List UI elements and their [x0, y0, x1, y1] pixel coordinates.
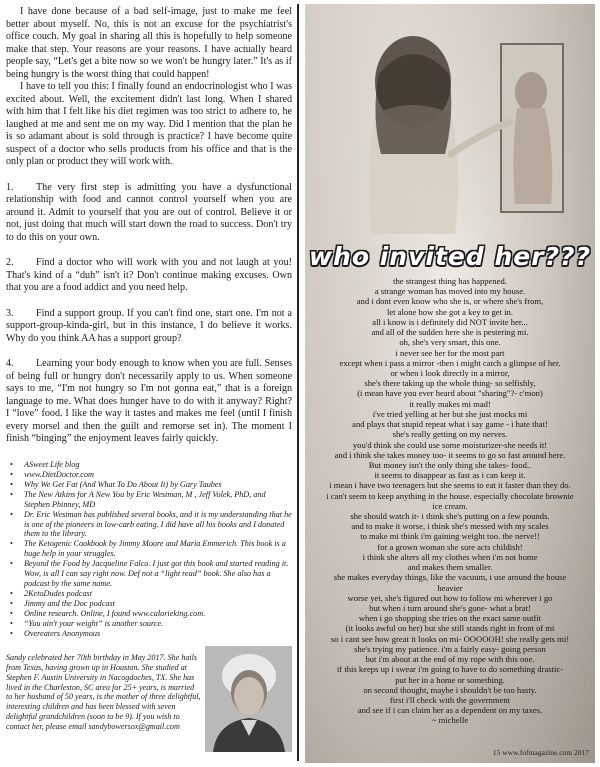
column-divider — [297, 4, 299, 761]
poem-line: heavier — [437, 582, 463, 593]
poem-line: i mean i have two teenagers but she seems to eat it faster than they do. — [329, 480, 571, 491]
author-bio: Sandy celebrated her 70th birthday in May 2017. She hails from Texas, having grown up in Houston. She studied at Stephen F. Austin University in Nacogdoches, TX. She has lived in the Charleston, SC area for 25+ years, is married to her husband of 50 years, is the mother of three delightful, interesting children and has been blessed with seven delightful grandchildren (soon to be 9). If you wish to contact her, please email sandybowersox@gmail.com — [6, 653, 201, 732]
resource-item: • Beyond the Food by Jacqueline Falco. I just got this book and started reading it. Wow, is all I can say right now. Def not a “light read” book. She also has a podcast by the same name. — [6, 559, 292, 589]
poem-line: (it looks awful on her) but she still stands right in front of mi — [345, 623, 555, 634]
author-portrait-icon — [205, 646, 292, 752]
step-item — [6, 308, 292, 346]
step-item — [6, 257, 292, 295]
poem-line: to make mi think i'm gaining weight too. the nerve!! — [360, 531, 540, 542]
poem-line: except when i pass a mirror -then i might catch a glimpse of her. — [339, 357, 561, 368]
poem-line: and see if i can claim her as a dependent on my taxes. — [357, 705, 543, 716]
poem-line: she's really getting on my nerves. — [392, 429, 508, 440]
poem-line: when i go shopping she tries on the exact same outfit — [358, 613, 542, 624]
poem-line: let alone how she got a key to get in. — [386, 306, 513, 317]
poem-line: worse yet, she's figured out how to follow mi wherever i go — [347, 592, 553, 603]
step-number: 3. — [6, 307, 14, 319]
resource-item: • Overeaters Anonymous — [6, 629, 292, 639]
poem-line: first i'll check with the government — [389, 694, 511, 705]
poem-line: put her in a home or something. — [395, 674, 505, 685]
author-photo — [205, 646, 292, 752]
poem-line: it seems to disappear as fast as i can keep it. — [374, 470, 526, 481]
resource-item: • Jimmy and the Doc podcast — [6, 599, 292, 609]
resource-list — [6, 460, 292, 639]
resource-item: • Online research. Online, I found www.calorieking.com. — [6, 609, 292, 619]
step-number: 4. — [6, 358, 14, 370]
poem-line: (i mean have you ever heard about "sharing"?- c'mon) — [357, 388, 543, 399]
poem-line: all i know is i definitely did NOT invite her... — [372, 316, 528, 327]
poem-line: you'd think she could use some moisturizer-she needs it! — [352, 439, 548, 450]
poem-signature: ~ michelle — [431, 715, 469, 726]
article-column — [6, 6, 292, 639]
poem-line: and makes them smaller. — [407, 562, 493, 573]
poem-line: and plays that stupid repeat what i say game - i hate that! — [352, 419, 548, 430]
poem-line: if this keeps up i swear i'm going to have to do something drastic- — [336, 664, 564, 675]
step-item — [6, 182, 292, 245]
poem-line: a strange woman has moved into my house. — [374, 286, 526, 297]
poem-line: and i think she takes money too- it seems to go so fast around here. — [334, 449, 566, 460]
step-item — [6, 358, 292, 446]
step-text: Find a support group. If you can't find one, start one. I'm not a support-group-kinda-girl, but in this instance, I do believe it works. Why do you think AA has a support group? — [6, 307, 292, 344]
resource-item: • www.DietDoctor.com — [6, 470, 292, 480]
poem-body — [311, 276, 589, 726]
poem-line: but when i turn around she's gone- what a brat! — [369, 603, 531, 613]
poem-line: it really makes mi mad! — [409, 398, 491, 409]
poem-line: and i dont even know who she is, or where she's from, — [356, 296, 544, 307]
resource-item: • The Ketogenic Cookbook by Jimmy Moore and Maria Emmerich. This book is a huge help in your struggles. — [6, 539, 292, 559]
poem-line: oh, she's very smart, this one. — [399, 337, 501, 348]
resource-item: • ASweet Life blog — [6, 460, 292, 470]
poem-line: for a grown woman she sure acts childish! — [377, 541, 523, 552]
poem-line: on second thought, maybe i shouldn't be too hasty. — [363, 684, 537, 695]
resource-item: • The New Atkins for A New You by Eric Westman, M , Jeff Volek, PhD, and Stephen Phinney, MD — [6, 490, 292, 510]
resource-item: • 2KetoDudes podcast — [6, 589, 292, 599]
article-paragraph: I have to tell you this: I finally found an endocrinologist who I was excited about. Well, the excitement didn't last long. When I shared with him that I felt like his diet regimen was too strict to adhere to, he laughed at me and sent me on my way. Did I mention that the plan he is so adamant about is sold through is practice? I have become quite suspect of a doctor who sells products from his office and that is the only plan or product they will work with. — [6, 81, 292, 168]
step-number: 1. — [6, 181, 14, 193]
poem-line: she makes everyday things, like the vacuum, i use around the house — [333, 572, 567, 583]
poem-line: she should watch it- i think she's putting on a few pounds. — [350, 511, 550, 522]
poem-line: the strangest thing has happened. — [393, 276, 507, 286]
poem-line: she's there taking up the whole thing- so selfishly, — [364, 378, 536, 389]
resource-item: • “You ain't your weight” is another source. — [6, 619, 292, 629]
poem-line: i can't seem to keep anything in the house. especially chocolate brownie — [326, 490, 574, 501]
poem-line: i've tried yelling at her but she just mocks mi — [372, 408, 528, 419]
poem-line: but i'm about at the end of my rope with this one. — [365, 654, 535, 665]
page-footer: 15 www.fofmagazine.com 2017 — [492, 748, 589, 757]
poem-line: and all of the sudden here she is pestering mi. — [371, 327, 529, 338]
step-number: 2. — [6, 257, 14, 269]
poem-panel — [305, 4, 595, 763]
poem-line: But money isn't the only thing she takes- food.. — [368, 459, 532, 470]
poem-line: or when i look directly in a mirror, — [390, 367, 510, 378]
resource-item: • Why We Get Fat (And What To Do About It) by Gary Taubes — [6, 480, 292, 490]
poem-line: i never see her for the most part — [395, 347, 505, 358]
poem-line: so i cant see how great it looks on mi- OOOOOH! she really gets mi! — [330, 633, 570, 644]
poem-line: i think she alters all my clothes when i'm not home — [362, 551, 538, 562]
step-text: The very first step is admitting you have a dysfunctional relationship with food and cannot control yourself when you are around it. Admit to yourself that you are out of control. Believe it or not, just doing that much will start down the road to success. Don't try to do this on your own. — [6, 181, 292, 243]
resource-item: • Dr. Eric Westman has published several books, and it is my understanding that he is one of the pioneers in low-carb eating. I did have all his books and I donated them to the library. — [6, 510, 292, 540]
poem-line: ice cream. — [432, 500, 468, 511]
poem-title: who invited her??? — [308, 242, 592, 271]
poem-line: she's trying my patience. i'm a fairly easy- going person — [354, 643, 546, 654]
step-text: Learning your body enough to know when you are full. Senses of being full or hungry don't necessarily apply to us. When someone says to me, “I'm not hungry so I'm not gonna eat,” that is a foreign language to me. What does hunger have to do with it anyway? Right? I “love” food. I like the way it tastes and makes me feel (until I finish every morsel and then the guilt and remorse set in). The moment I finish “binging” the enjoyment leaves fairly quickly. — [6, 358, 292, 445]
article-paragraph: I have done because of a bad self-image, just to make me feel better about myself. No, this is not an excuse for the psychiatrist's office couch. My goal in sharing all this is hopefully to help someone make that step. Your reasons are your reasons. I have actually heard people say, “Let's get a bite now so we won't be hungry later.” It's as if being hungry is the worst thing that could happen! — [6, 6, 292, 80]
step-text: Find a doctor who will work with you and not laugh at you! That's kind of a “duh” isn't it? Don't continue making excuses. Own that you are a food addict and you need help. — [6, 257, 292, 294]
poem-line: and to make it worse, i think she's messed with my scales — [351, 521, 549, 532]
